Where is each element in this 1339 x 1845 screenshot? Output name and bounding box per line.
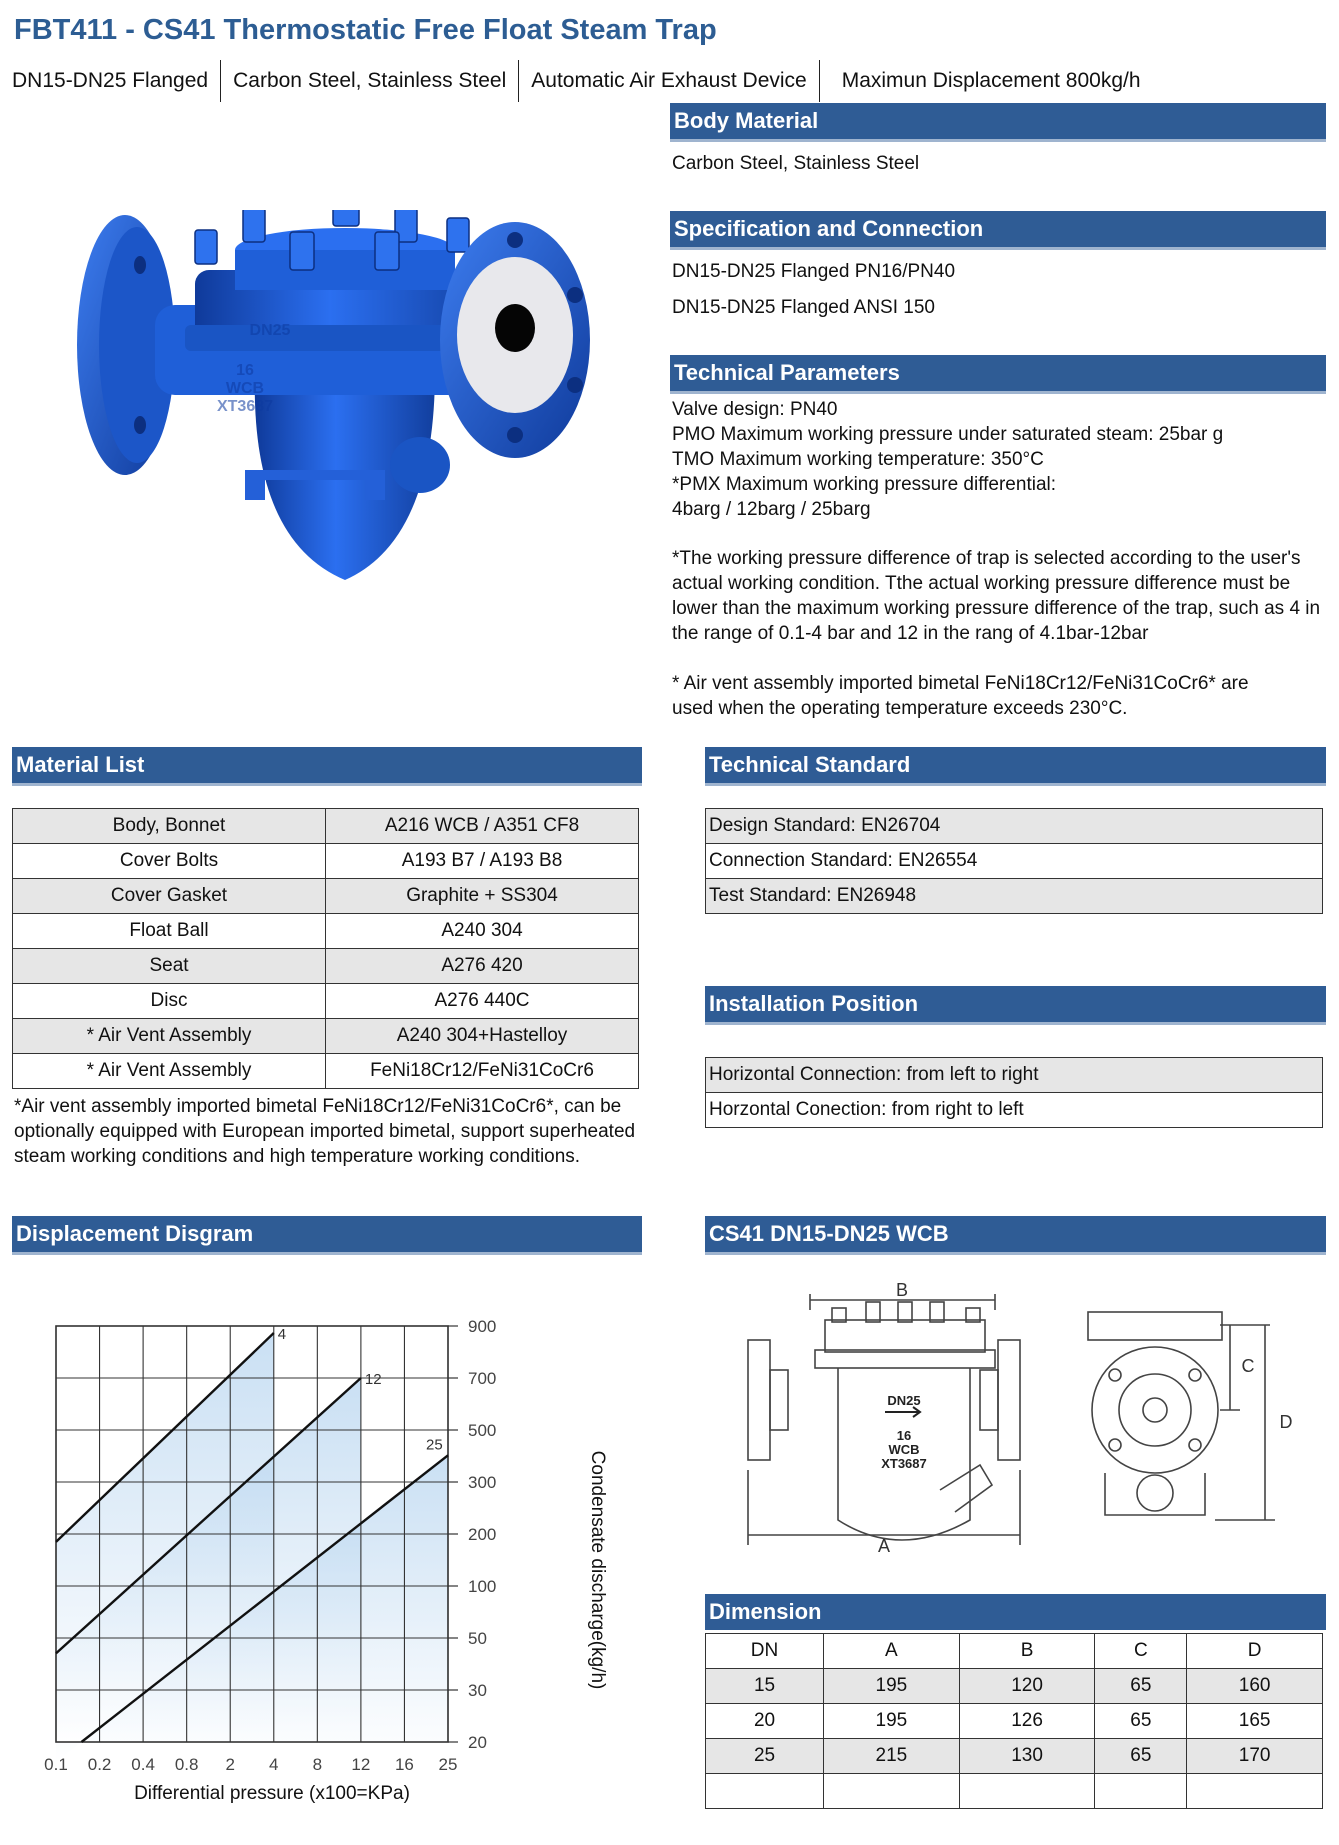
spec-size: DN15-DN25 Flanged [0, 60, 221, 102]
table-row [706, 1739, 1323, 1774]
dimension-cell-empty [824, 1774, 960, 1809]
drawing-mark-wcb: WCB [888, 1442, 920, 1457]
tech-param-line: 4barg / 12barg / 25barg [672, 499, 871, 520]
material-part: Cover Gasket [13, 879, 326, 914]
dimension-header-cell: C [1095, 1634, 1187, 1669]
dimension-header-cell: A [824, 1634, 960, 1669]
tech-standard-heading: Technical Standard [705, 747, 1326, 786]
chart-ytick-label: 700 [468, 1369, 497, 1388]
material-spec: A240 304 [326, 914, 639, 949]
spec-air-exhaust: Automatic Air Exhaust Device [519, 60, 819, 102]
material-spec: A216 WCB / A351 CF8 [326, 809, 639, 844]
dimension-cell: 215 [824, 1739, 960, 1774]
cast-mark-pn: 16 [236, 362, 254, 379]
tech-standard-table [705, 808, 1323, 914]
chart-xtick-label: 25 [438, 1755, 458, 1774]
material-part: Body, Bonnet [13, 809, 326, 844]
material-part: Disc [13, 984, 326, 1019]
dimension-cell: 65 [1095, 1704, 1187, 1739]
material-list-heading: Material List [12, 747, 642, 786]
spec-connection-heading: Specification and Connection [670, 211, 1326, 250]
chart-series-label: 25 [426, 1436, 443, 1454]
drawing-heading: CS41 DN15-DN25 WCB [705, 1216, 1326, 1255]
tech-param-line: TMO Maximum working temperature: 350°C [672, 449, 1044, 470]
table-header-row [706, 1634, 1323, 1669]
spec-bar [0, 60, 1153, 102]
tech-params-list [672, 397, 1223, 522]
material-spec: A193 B7 / A193 B8 [326, 844, 639, 879]
table-row [706, 844, 1323, 879]
cast-mark-dn: DN25 [249, 322, 291, 339]
material-note: *Air vent assembly imported bimetal FeNi18Cr12/FeNi31CoCr6*, can be optionally equipped with European imported bimetal, support superheated steam working conditions and high temperature working conditions. [14, 1096, 636, 1167]
drawing-mark-pn: 16 [896, 1428, 912, 1443]
dim-label-d: D [1279, 1412, 1293, 1432]
dimension-table [705, 1633, 1323, 1809]
installation-item: Horizontal Connection: from left to right [706, 1058, 1323, 1093]
table-row [13, 809, 639, 844]
technical-drawing [720, 1280, 1320, 1580]
body-material-text: Carbon Steel, Stainless Steel [672, 153, 920, 174]
table-row [13, 879, 639, 914]
dimension-cell-empty [706, 1774, 824, 1809]
chart-xtick-label: 2 [225, 1755, 235, 1774]
installation-item: Horzontal Conection: from right to left [706, 1093, 1323, 1128]
chart-ytick-label: 900 [468, 1317, 497, 1336]
table-row [13, 844, 639, 879]
spec-displacement: Maximun Displacement 800kg/h [841, 69, 1141, 92]
table-row [13, 1019, 639, 1054]
dimension-cell: 165 [1187, 1704, 1323, 1739]
chart-xtick-label: 4 [269, 1755, 279, 1774]
dimension-cell: 126 [959, 1704, 1095, 1739]
chart-series-label: 12 [364, 1371, 382, 1388]
chart-ytick-label: 100 [468, 1577, 497, 1596]
table-row-empty [706, 1774, 1323, 1809]
material-spec: Graphite + SS304 [326, 879, 639, 914]
table-row [706, 1093, 1323, 1128]
material-part: Cover Bolts [13, 844, 326, 879]
tech-param-line: Valve design: PN40 [672, 399, 838, 420]
material-table [12, 808, 639, 1089]
material-spec: FeNi18Cr12/FeNi31CoCr6 [326, 1054, 639, 1089]
table-row [706, 809, 1323, 844]
dimension-cell: 160 [1187, 1669, 1323, 1704]
dim-label-a: A [877, 1536, 891, 1556]
drawing-mark-dn: DN25 [887, 1393, 921, 1408]
chart-ytick-label: 500 [468, 1421, 497, 1440]
installation-heading: Installation Position [705, 986, 1326, 1025]
cast-mark-heat: XT3687 [216, 398, 274, 415]
tech-params-note-bimetal: * Air vent assembly imported bimetal FeNi18Cr12/FeNi31CoCr6* are used when the operating temperature exceeds 230°C. [672, 673, 1249, 719]
spec-connection-line: DN15-DN25 Flanged PN16/PN40 [672, 261, 956, 282]
chart-ytick-label: 20 [468, 1733, 487, 1752]
dimension-cell: 130 [959, 1739, 1095, 1774]
dimension-cell: 170 [1187, 1739, 1323, 1774]
dimension-cell-empty [959, 1774, 1095, 1809]
dimension-header-cell: DN [706, 1634, 824, 1669]
displacement-heading: Displacement Disgram [12, 1216, 642, 1255]
chart-xtick-label: 0.2 [87, 1755, 112, 1774]
chart-xtick-label: 16 [394, 1755, 414, 1774]
spec-connection-line: DN15-DN25 Flanged ANSI 150 [672, 297, 935, 318]
material-spec: A240 304+Hastelloy [326, 1019, 639, 1054]
body-material-heading: Body Material [670, 103, 1326, 142]
cast-mark-wcb: WCB [225, 380, 265, 397]
dimension-cell-empty [1095, 1774, 1187, 1809]
standard-item: Test Standard: EN26948 [706, 879, 1323, 914]
dimension-cell: 195 [824, 1704, 960, 1739]
chart-xlabel: Differential pressure (x100=KPa) [134, 1783, 410, 1804]
table-row [13, 1054, 639, 1089]
installation-table [705, 1057, 1323, 1128]
dimension-heading: Dimension [705, 1594, 1326, 1630]
material-part: * Air Vent Assembly [13, 1019, 326, 1054]
drawing-mark-heat: XT3687 [881, 1456, 927, 1471]
chart-xtick-label: 12 [351, 1755, 371, 1774]
material-spec: A276 420 [326, 949, 639, 984]
chart-xtick-label: 0.8 [174, 1755, 199, 1774]
product-image [75, 210, 620, 610]
table-row [13, 914, 639, 949]
material-spec: A276 440C [326, 984, 639, 1019]
table-row [13, 984, 639, 1019]
material-part: Seat [13, 949, 326, 984]
spec-material: Carbon Steel, Stainless Steel [221, 60, 519, 102]
dim-label-c: C [1241, 1356, 1255, 1376]
displacement-chart [40, 1300, 640, 1820]
material-part: Float Ball [13, 914, 326, 949]
tech-param-line: PMO Maximum working pressure under saturated steam: 25bar g [672, 424, 1224, 445]
dimension-cell: 25 [706, 1739, 824, 1774]
tech-params-heading: Technical Parameters [670, 355, 1326, 394]
dimension-cell: 20 [706, 1704, 824, 1739]
page-title: FBT411 - CS41 Thermostatic Free Float Steam Trap [14, 14, 717, 46]
dimension-cell: 120 [959, 1669, 1095, 1704]
dimension-cell: 65 [1095, 1669, 1187, 1704]
dimension-cell: 65 [1095, 1739, 1187, 1774]
chart-ytick-label: 300 [468, 1473, 497, 1492]
dimension-header-cell: D [1187, 1634, 1323, 1669]
chart-ytick-label: 200 [468, 1525, 497, 1544]
standard-item: Design Standard: EN26704 [706, 809, 1323, 844]
table-row [706, 879, 1323, 914]
dimension-cell: 195 [824, 1669, 960, 1704]
table-row [706, 1669, 1323, 1704]
table-row [13, 949, 639, 984]
chart-xtick-label: 0.1 [44, 1755, 68, 1774]
standard-item: Connection Standard: EN26554 [706, 844, 1323, 879]
dimension-header-cell: B [959, 1634, 1095, 1669]
chart-ytick-label: 30 [468, 1681, 487, 1700]
dimension-cell: 15 [706, 1669, 824, 1704]
chart-xtick-label: 8 [312, 1755, 323, 1774]
table-row [706, 1704, 1323, 1739]
material-part: * Air Vent Assembly [13, 1054, 326, 1089]
table-row [706, 1058, 1323, 1093]
chart-xtick-label: 0.4 [131, 1755, 155, 1774]
chart-series-label: 4 [277, 1326, 287, 1344]
tech-params-note: *The working pressure difference of trap is selected according to the user's actual working condition. Tthe actual working pressure difference must be lower than the maximum working pressure difference of the trap, such as 4 in the range of 0.1-4 bar and 12 in the rang of 4.1bar-12bar [672, 548, 1321, 644]
dim-label-b: B [895, 1280, 909, 1300]
dimension-cell-empty [1187, 1774, 1323, 1809]
chart-ytick-label: 50 [468, 1629, 487, 1648]
tech-param-line: *PMX Maximum working pressure differential: [672, 474, 1057, 495]
chart-ylabel: Condensate discharge(kg/h) [587, 1450, 608, 1690]
